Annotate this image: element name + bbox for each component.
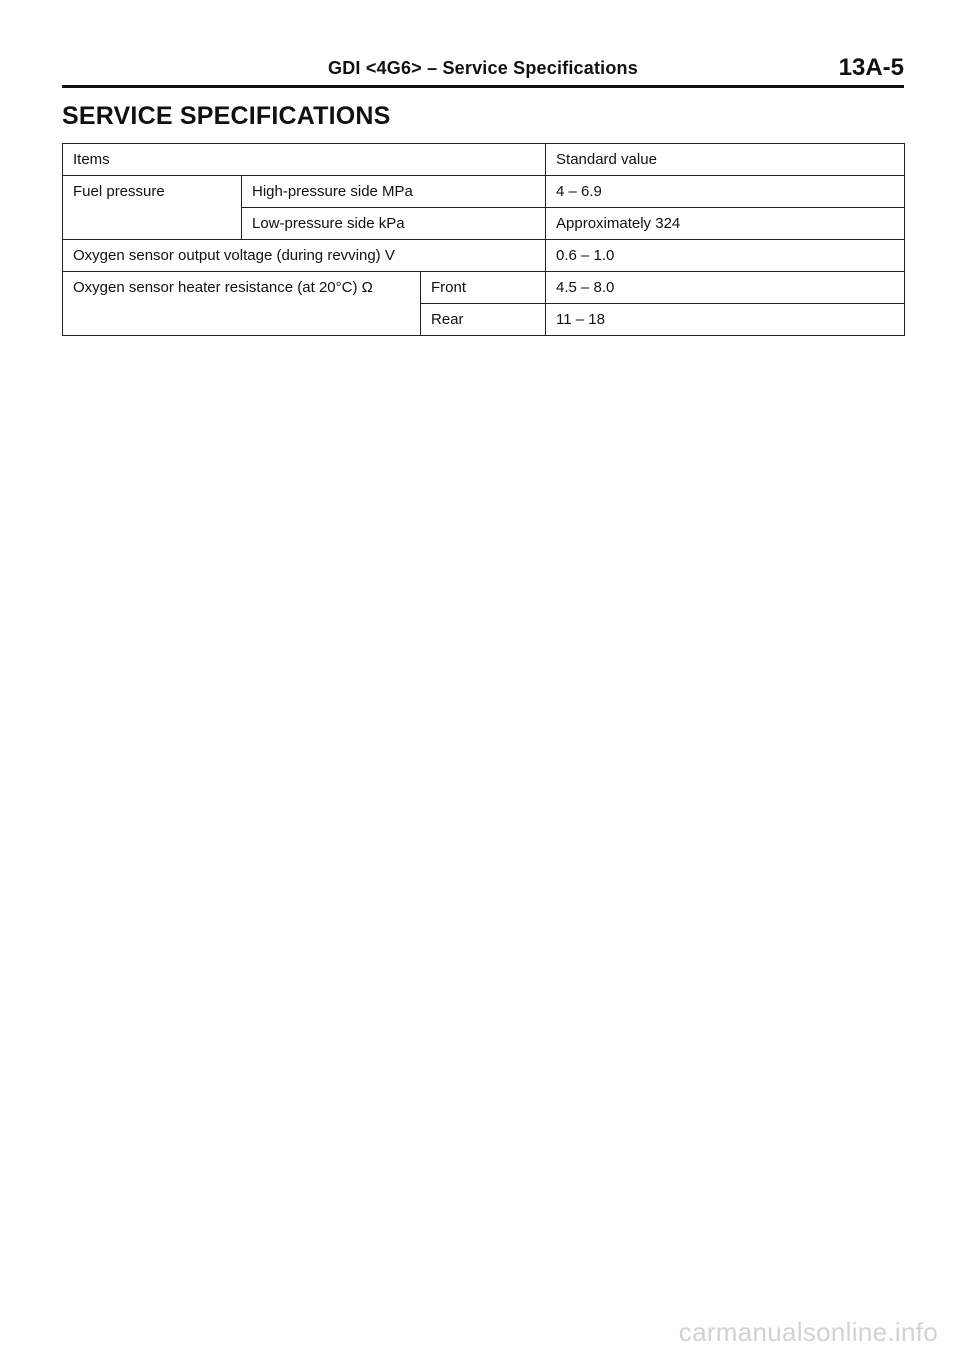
- header-title: GDI <4G6> – Service Specifications: [328, 58, 638, 78]
- value-oxygen-sensor-output-voltage: 0.6 – 1.0: [546, 240, 905, 272]
- column-header-standard-value: Standard value: [546, 144, 905, 176]
- section-title: SERVICE SPECIFICATIONS: [62, 102, 391, 130]
- page-header: [62, 56, 904, 86]
- sub-item-low-pressure: Low-pressure side kPa: [242, 208, 546, 240]
- footer-watermark: carmanualsonline.info: [678, 1317, 938, 1347]
- column-header-items: Items: [63, 144, 546, 176]
- item-oxygen-sensor-heater-resistance: Oxygen sensor heater resistance (at 20°C) Ω: [63, 272, 421, 336]
- table-row: [63, 240, 905, 272]
- sub-item-front: Front: [421, 272, 546, 304]
- sub-item-high-pressure: High-pressure side MPa: [242, 176, 546, 208]
- value-high-pressure: 4 – 6.9: [546, 176, 905, 208]
- item-fuel-pressure: Fuel pressure: [63, 176, 242, 240]
- header-rule: [62, 85, 904, 88]
- header-page-number: 13A-5: [838, 54, 904, 81]
- table-row: [63, 176, 905, 208]
- service-specifications-table: [62, 143, 905, 336]
- item-oxygen-sensor-output-voltage: Oxygen sensor output voltage (during revving) V: [63, 240, 546, 272]
- value-low-pressure: Approximately 324: [546, 208, 905, 240]
- table-row: [63, 272, 905, 304]
- sub-item-rear: Rear: [421, 304, 546, 336]
- value-rear: 11 – 18: [546, 304, 905, 336]
- value-front: 4.5 – 8.0: [546, 272, 905, 304]
- table-header-row: [63, 144, 905, 176]
